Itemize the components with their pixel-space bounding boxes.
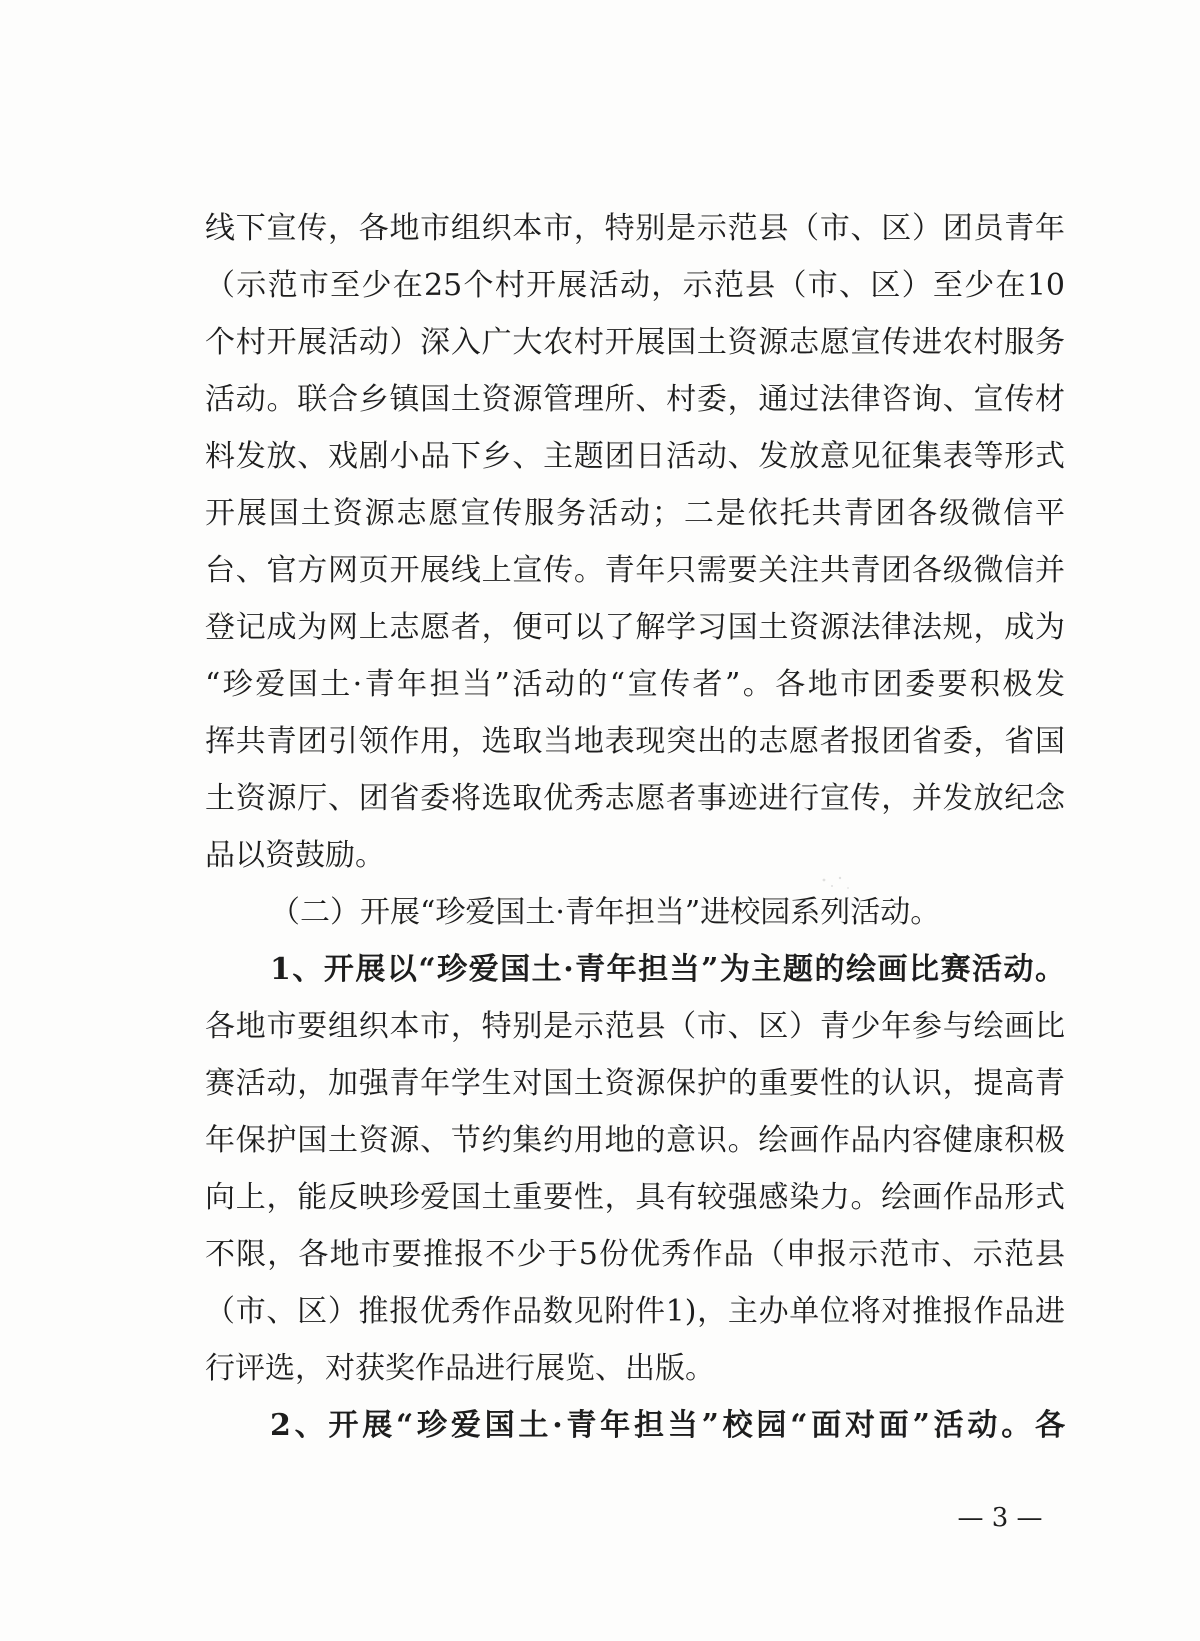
subsection-heading: 2、开展“珍爱国土·青年担当”校园“面对面”活动。各 bbox=[270, 1408, 1065, 1443]
page-number: — 3 — bbox=[957, 1503, 1043, 1533]
body-text-line: 行评选，对获奖作品进行展览、出版。 bbox=[205, 1351, 715, 1386]
body-text-line: （市、区）推报优秀作品数见附件1)，主办单位将对推报作品进 bbox=[205, 1294, 1065, 1329]
body-text-line: 挥共青团引领作用，选取当地表现突出的志愿者报团省委，省国 bbox=[205, 724, 1065, 759]
body-text-line: 台、官方网页开展线上宣传。青年只需要关注共青团各级微信并 bbox=[205, 553, 1065, 588]
body-text-line: 不限，各地市要推报不少于5份优秀作品（申报示范市、示范县 bbox=[205, 1237, 1065, 1272]
body-text-line: 线下宣传，各地市组织本市，特别是示范县（市、区）团员青年 bbox=[205, 211, 1065, 246]
subsection-heading: 1、开展以“珍爱国土·青年担当”为主题的绘画比赛活动。 bbox=[270, 952, 1065, 987]
body-text-line: 赛活动，加强青年学生对国土资源保护的重要性的认识，提高青 bbox=[205, 1066, 1065, 1101]
body-text-line: “珍爱国土·青年担当”活动的“宣传者”。各地市团委要积极发 bbox=[205, 667, 1065, 702]
body-text-line: 品以资鼓励。 bbox=[205, 838, 385, 873]
body-text-line: 料发放、戏剧小品下乡、主题团日活动、发放意见征集表等形式 bbox=[205, 439, 1065, 474]
body-text-line: 登记成为网上志愿者，便可以了解学习国土资源法律法规，成为 bbox=[205, 610, 1065, 645]
body-text-line: 年保护国土资源、节约集约用地的意识。绘画作品内容健康积极 bbox=[205, 1123, 1065, 1158]
body-text-line: 开展国土资源志愿宣传服务活动；二是依托共青团各级微信平 bbox=[205, 496, 1065, 531]
body-text-line: 向上，能反映珍爱国土重要性，具有较强感染力。绘画作品形式 bbox=[205, 1180, 1065, 1215]
section-heading: （二）开展“珍爱国土·青年担当”进校园系列活动。 bbox=[270, 895, 941, 930]
body-text-line: 个村开展活动）深入广大农村开展国土资源志愿宣传进农村服务 bbox=[205, 325, 1065, 360]
body-text-line: 活动。联合乡镇国土资源管理所、村委，通过法律咨询、宣传材 bbox=[205, 382, 1065, 417]
body-text-line: 各地市要组织本市，特别是示范县（市、区）青少年参与绘画比 bbox=[205, 1009, 1065, 1044]
body-text-line: （示范市至少在25个村开展活动，示范县（市、区）至少在10 bbox=[205, 268, 1065, 303]
body-text-line: 土资源厅、团省委将选取优秀志愿者事迹进行宣传，并发放纪念 bbox=[205, 781, 1065, 816]
